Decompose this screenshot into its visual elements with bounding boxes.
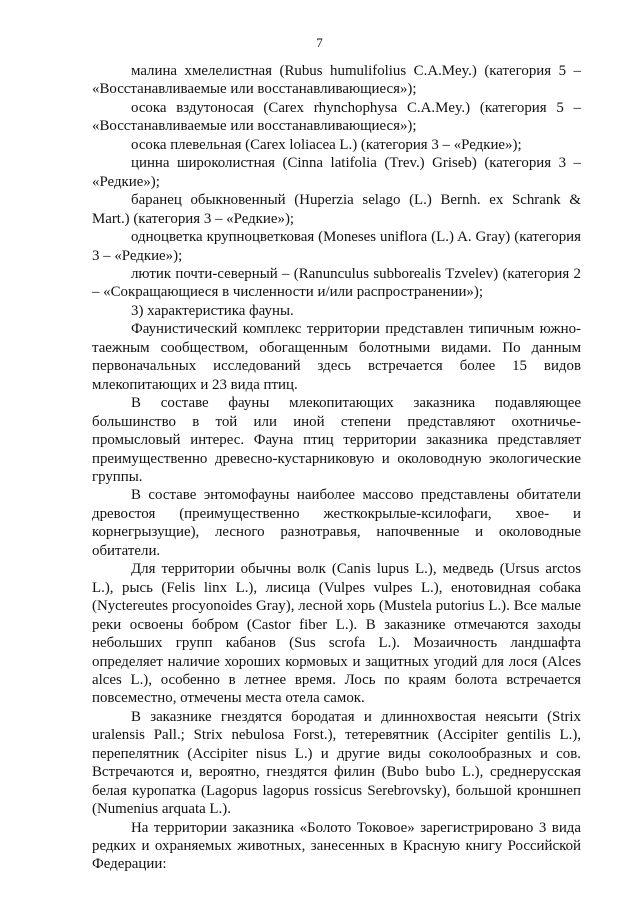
paragraph-birds: В заказнике гнездятся бородатая и длиннохвостая неясыти (Strix uralensis Pall.; Strix nebulosa Forst.), тетеревятник (Accipiter gentilis L.), перепелятник (Accipiter nisus L.) и другие виды соколообразных и сов. Встречаются и, вероятно, гнездятся филин (Bubo bubo L.), среднерусская белая куропатка (Lagopus lagopus rossicus Serebrovsky), большой кроншнеп (Numenius arquata L.).: [92, 708, 581, 818]
paragraph-moneses: одноцветка крупноцветковая (Moneses uniflora (L.) A. Gray) (категория 3 – «Редкие»);: [92, 229, 581, 264]
paragraph-rubus: малина хмелелистная (Rubus humulifolius C.A.Mey.) (категория 5 – «Восстанавливаемые или восстанавливающиеся»);: [92, 63, 581, 98]
paragraph-fauna-complex: Фаунистический комплекс территории представлен типичным южно-таежным сообществом, обогащенным болотными видами. По данным первоначальных исследований здесь встречается более 15 видов млекопитающих и 23 вида птиц.: [92, 321, 581, 393]
paragraph-red-book: На территории заказника «Болото Токовое» зарегистрировано 3 вида редких и охраняемых животных, занесенных в Красную книгу Российской Федерации:: [92, 819, 581, 873]
paragraph-carex-rhynchophysa: осока вздутоносая (Carex rhynchophysa C.A.Mey.) (категория 5 – «Восстанавливаемые или восстанавливающиеся»);: [92, 99, 581, 135]
paragraph-entomofauna: В составе энтомофауны наиболее массово представлены обитатели древостоя (преимущественно жесткокрылые-ксилофаги, хвое- и корнегрызущие), лесного разнотравья, напочвенные и околоводные обитатели.: [92, 487, 581, 559]
page-number: 7: [316, 35, 323, 50]
paragraph-huperzia: баранец обыкновенный (Huperzia selago (L.) Bernh. ex Schrank & Mart.) (категория 3 – «Редкие»);: [92, 192, 581, 227]
paragraph-ranunculus: лютик почти-северный – (Ranunculus subborealis Tzvelev) (категория 2 – «Сокращающиеся в численности и/или распространении»);: [92, 265, 581, 301]
paragraph-mammals: В составе фауны млекопитающих заказника подавляющее большинство в той или иной степени представляют охотничье-промысловый интерес. Фауна птиц территории заказника представляет преимущественно древесно-кустарниковую и околоводную экологические группы.: [92, 395, 581, 485]
paragraph-cinna: цинна широколистная (Cinna latifolia (Trev.) Griseb) (категория 3 – «Редкие»);: [92, 155, 581, 190]
section-heading-fauna: 3) характеристика фауны.: [131, 302, 294, 319]
paragraph-carex-loliacea: осока плевельная (Carex loliacea L.) (категория 3 – «Редкие»);: [131, 136, 522, 153]
paragraph-common-species: Для территории обычны волк (Canis lupus L.), медведь (Ursus arctos L.), рысь (Felis linx L.), лисица (Vulpes vulpes L.), енотовидная собака (Nyctereutes procyonoides Gray), лесной хорь (Mustela putorius L.). Все малые реки освоены бобром (Castor fiber L.). В заказнике отмечаются заходы небольших групп кабанов (Sus scrofa L.). Мозаичность ландшафта определяет наличие хороших кормовых и защитных угодий для лося (Alces alces L.), особенно в летнее время. Лось по краям болота встречается повсеместно, отмечены места отела самок.: [92, 561, 581, 707]
document-body: [92, 62, 581, 874]
